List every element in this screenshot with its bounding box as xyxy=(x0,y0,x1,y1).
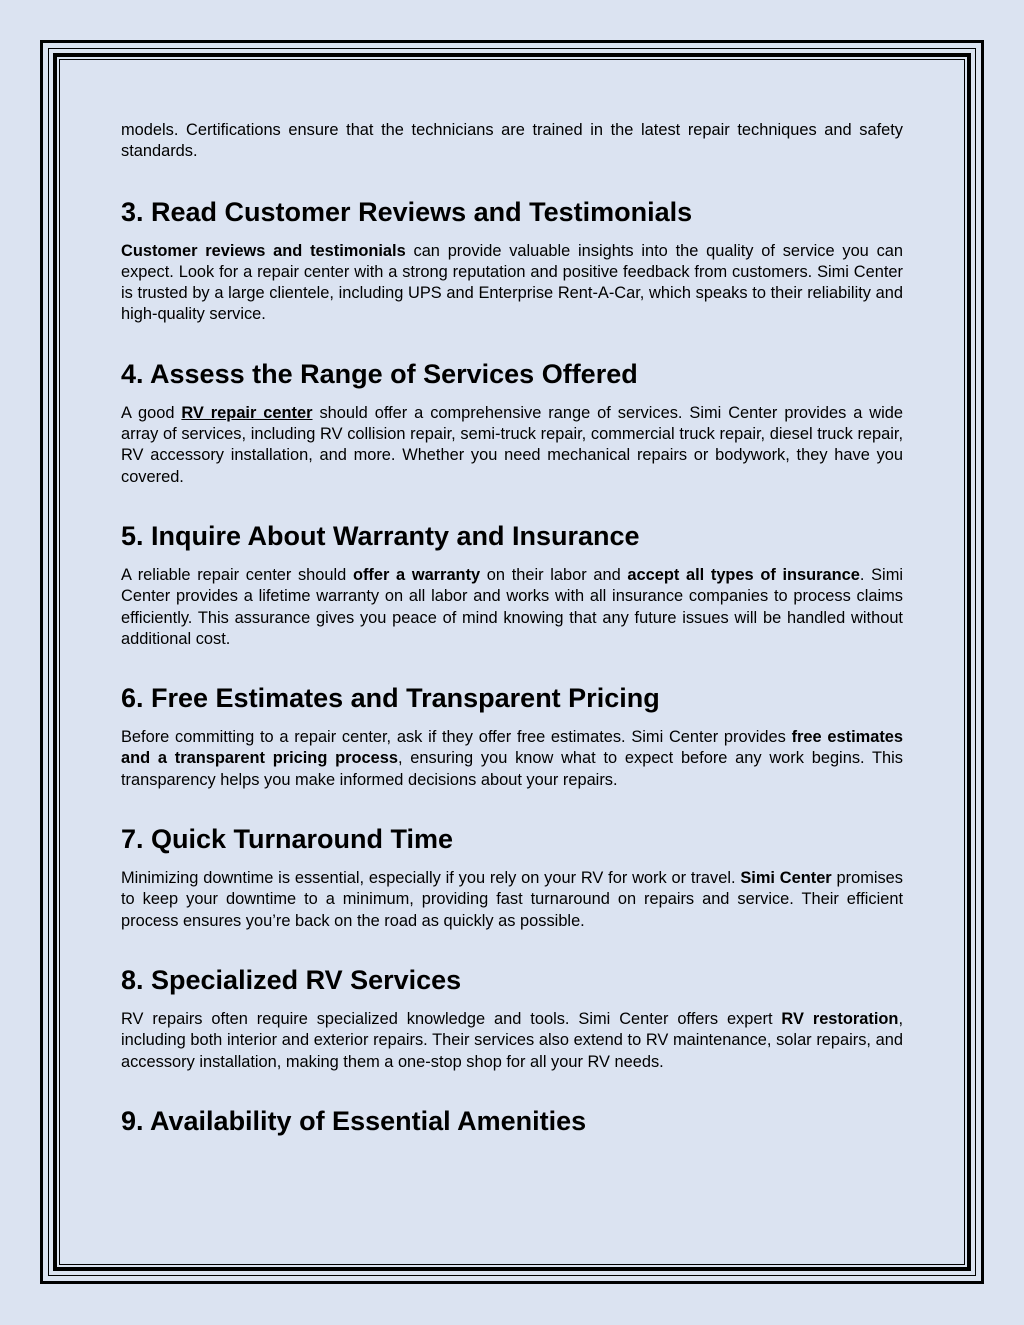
paragraph-text: , including both interior and exterior repairs. Their services also extend to RV maintenance, solar repairs, and accessory installation, making them a one-stop shop for all your RV needs. xyxy=(121,1009,903,1071)
paragraph-text: Before committing to a repair center, ask if they offer free estimates. Simi Center provides xyxy=(121,728,792,747)
paragraph-text: . Simi Center provides a lifetime warranty on all labor and works with all insurance companies to process claims efficiently. This assurance gives you peace of mind knowing that any future issues will be handled without additional cost. xyxy=(121,565,903,648)
bold-text: Simi Center xyxy=(740,869,832,888)
section-heading: 9. Availability of Essential Amenities xyxy=(121,1105,587,1136)
intro-paragraph: models. Certifications ensure that the technicians are trained in the latest repair techniques and safety standards. xyxy=(121,121,903,161)
section-heading: 7. Quick Turnaround Time xyxy=(121,824,454,855)
section-paragraph xyxy=(121,727,903,791)
bold-text: offer a warranty xyxy=(352,565,481,584)
page-content xyxy=(121,120,903,1150)
section-paragraph xyxy=(121,403,903,488)
bold-text: free estimates and a transparent pricing process xyxy=(121,728,904,768)
paragraph-text: A good xyxy=(121,403,182,422)
section-paragraph xyxy=(121,241,903,326)
bold-text: accept all types of insurance xyxy=(627,565,860,584)
section-heading: 8. Specialized RV Services xyxy=(121,964,462,995)
section-heading: 4. Assess the Range of Services Offered xyxy=(121,358,638,389)
section-paragraph xyxy=(121,1009,903,1073)
section-paragraph xyxy=(121,868,903,932)
paragraph-text: Minimizing downtime is essential, especially if you rely on your RV for work or travel. xyxy=(121,869,741,888)
paragraph-text: should offer a comprehensive range of services. Simi Center provides a wide array of services, including RV collision repair, semi-truck repair, commercial truck repair, diesel truck repair, RV accessory installation, and more. Whether you need mechanical repairs or bodywork, they have you covered. xyxy=(121,403,904,486)
bold-text: Customer reviews and testimonials xyxy=(121,241,406,260)
section-paragraph xyxy=(121,565,903,650)
bold-text: RV restoration xyxy=(781,1009,899,1028)
paragraph-text: can provide valuable insights into the quality of service you can expect. Look for a repair center with a strong reputation and positive feedback from customers. Simi Center is trusted by a large clientele, including UPS and Enterprise Rent-A-Car, which speaks to their reliability and high-quality service. xyxy=(121,241,903,324)
section-heading: 3. Read Customer Reviews and Testimonials xyxy=(121,196,693,227)
paragraph-text: RV repairs often require specialized knowledge and tools. Simi Center offers expert xyxy=(121,1009,782,1028)
paragraph-text: on their labor and xyxy=(480,565,628,584)
section-heading: 5. Inquire About Warranty and Insurance xyxy=(121,520,640,551)
section-heading: 6. Free Estimates and Transparent Pricing xyxy=(121,683,660,714)
rv-repair-center-link[interactable]: RV repair center xyxy=(181,403,313,422)
paragraph-text: , ensuring you know what to expect before any work begins. This transparency helps you make informed decisions about your repairs. xyxy=(121,749,903,789)
paragraph-text: promises to keep your downtime to a minimum, providing fast turnaround on repairs and service. Their efficient process ensures you’re back on the road as quickly as possible. xyxy=(121,869,903,930)
paragraph-text: A reliable repair center should xyxy=(121,565,353,584)
